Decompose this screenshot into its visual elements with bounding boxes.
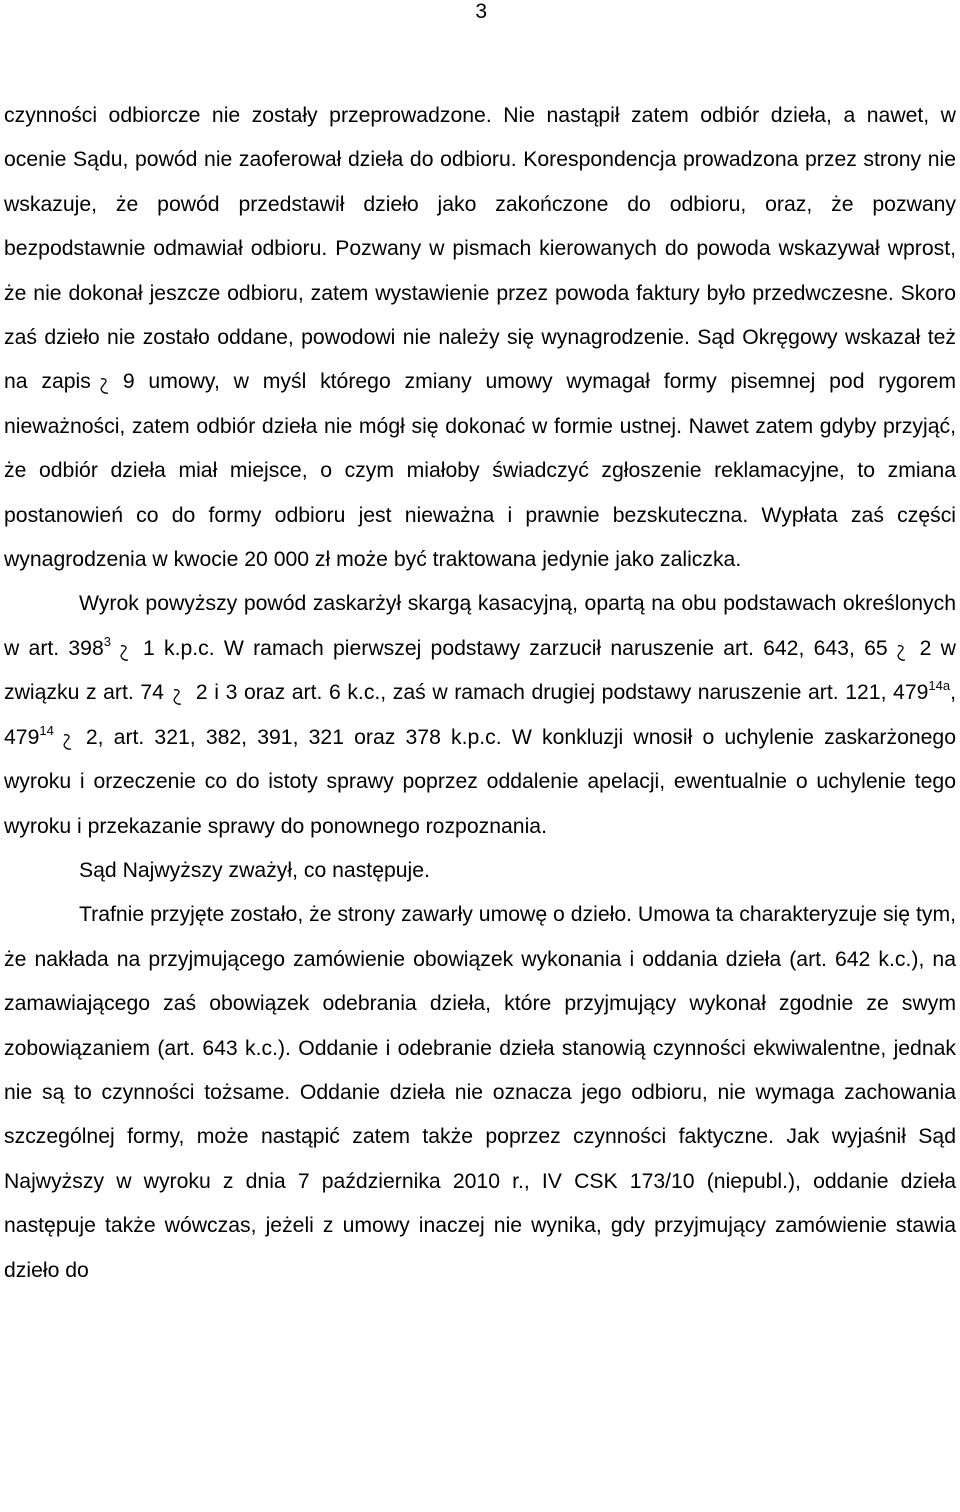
section-sign-icon: [119, 645, 129, 661]
paragraph-2-seg-6: 2, art. 321, 382, 391, 321 oraz 378 k.p.c. W konkluzji wnosił o uchylenie zaskarżonego wyroku i orzeczenie co do istoty sprawy poprzez oddalenie apelacji, ewentualnie o uchylenie tego wyroku i przekazanie sprawy do ponownego rozpoznania.: [4, 725, 956, 838]
paragraph-2-seg-3: 2 w związku z art. 74: [4, 636, 956, 705]
superscript-14: 14: [39, 722, 54, 738]
page-number: 3: [475, 0, 487, 23]
paragraph-4: Trafnie przyjęte zostało, że strony zawarły umowę o dzieło. Umowa ta charakteryzuje się tym, że nakłada na przyjmującego zamówienie obowiązek wykonania i oddania dzieła (art. 642 k.c.), na zamawiającego zaś obowiązek odebrania dzieła, które przyjmujący wykonał zgodnie ze swym zobowiązaniem (art. 643 k.c.). Oddanie i odebranie dzieła stanowią czynności ekwiwalentne, jednak nie są to czynności tożsame. Oddanie dzieła nie oznacza jego odbioru, nie wymaga zachowania szczególnej formy, może nastąpić zatem także poprzez czynności faktyczne. Jak wyjaśnił Sąd Najwyższy w wyroku z dnia 7 października 2010 r., IV CSK 173/10 (niepubl.), oddanie dzieła następuje także wówczas, jeżeli z umowy inaczej nie wynika, gdy przyjmujący zamówienie stawia dzieło do: [4, 903, 956, 1282]
paragraph-2-seg-2: 1 k.p.c. W ramach pierwszej podstawy zarzucił naruszenie art. 642, 643, 65: [142, 636, 888, 660]
section-sign-icon: [62, 734, 72, 750]
superscript-3: 3: [103, 633, 111, 649]
paragraph-2-seg-5: , 479: [4, 681, 956, 749]
document-body: [4, 94, 956, 1293]
paragraph-2-seg-1: Wyrok powyższy powód zaskarżył skargą kasacyjną, opartą na obu podstawach określonych w art. 398: [4, 592, 956, 660]
section-sign-icon: [172, 689, 182, 705]
section-sign-icon: [896, 645, 906, 661]
paragraph-2-seg-4: 2 i 3 oraz art. 6 k.c., zaś w ramach drugiej podstawy naruszenie art. 121, 479: [195, 681, 929, 705]
paragraph-1: [4, 94, 956, 582]
superscript-14a: 14a: [928, 678, 951, 694]
paragraph-1-continuation: 9 umowy, w myśl którego zmiany umowy wymagał formy pisemnej pod rygorem nieważności, zatem odbiór dzieła nie mógł się dokonać w formie ustnej. Nawet zatem gdyby przyjąć, że odbiór dzieła miał miejsce, o czym miałoby świadczyć zgłoszenie reklamacyjne, to zmiana postanowień co do formy odbioru jest nieważna i prawnie bezskuteczna. Wypłata zaś części wynagrodzenia w kwocie 20 000 zł może być traktowana jedynie jako zaliczka.: [4, 370, 956, 572]
paragraph-2: [4, 582, 956, 848]
section-sign-icon: [99, 378, 109, 394]
paragraph-3: Sąd Najwyższy zważył, co następuje.: [79, 858, 430, 882]
paragraph-1-text: czynności odbiorcze nie zostały przeprowadzone. Nie nastąpił zatem odbiór dzieła, a nawet, w ocenie Sądu, powód nie zaoferował dzieła do odbioru. Korespondencja prowadzona przez strony nie wskazuje, że powód przedstawił dzieło jako zakończone do odbioru, oraz, że pozwany bezpodstawnie odmawiał odbioru. Pozwany w pismach kierowanych do powoda wskazywał wprost, że nie dokonał jeszcze odbioru, zatem wystawienie przez powoda faktury było przedwczesne. Skoro zaś dzieło nie zostało oddane, powodowi nie należy się wynagrodzenie. Sąd Okręgowy wskazał też na zapis: [4, 104, 956, 394]
